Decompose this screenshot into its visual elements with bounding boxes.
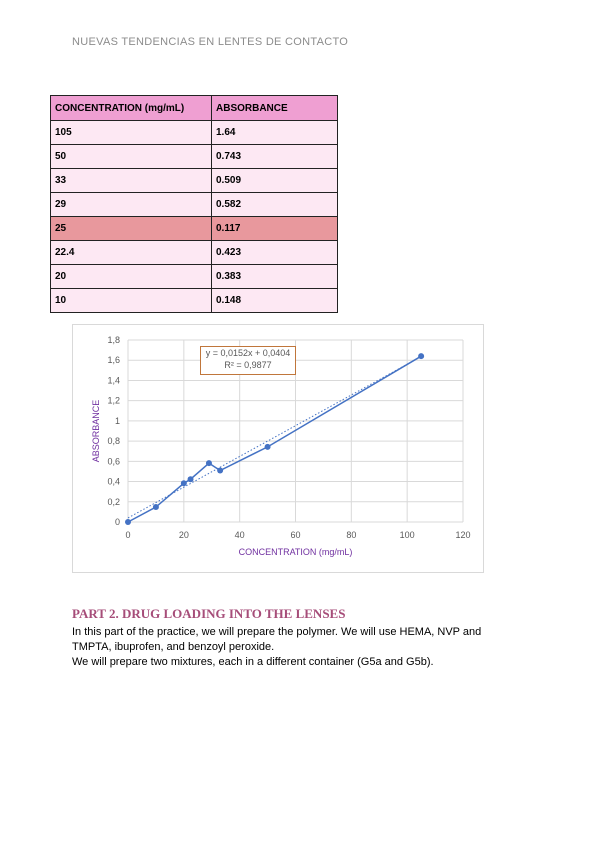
y-tick-label: 1,6 [107,355,120,366]
table-row [51,265,338,289]
table-row [51,145,338,169]
x-tick-label: 120 [455,530,471,540]
trendline-equation-box [200,346,296,375]
y-tick-label: 0 [114,517,120,527]
table-row [51,289,338,313]
paragraph: We will prepare two mixtures, each in a different container (G5a and G5b). [72,656,434,668]
cell-concentration: 20 [51,265,212,289]
x-tick-label: 80 [346,530,357,540]
x-axis-title: CONCENTRATION (mg/mL) [238,547,353,557]
paragraph: In this part of the practice, we will prepare the polymer. We will use HEMA, NVP and TMPTA, ibuprofen, and benzoyl peroxide. [72,626,482,653]
cell-concentration: 29 [51,193,212,217]
data-table [50,95,338,313]
cell-concentration: 10 [51,289,212,313]
data-point [188,476,194,482]
data-point [206,460,212,466]
data-point [418,353,424,359]
y-tick-label: 0,4 [107,476,120,487]
column-header-absorbance: ABSORBANCE [212,96,338,121]
table-row-highlighted [51,217,338,241]
data-point [125,519,131,525]
table-row [51,193,338,217]
data-point [153,504,159,510]
cell-concentration: 22.4 [51,241,212,265]
data-point [217,468,223,474]
table-row [51,241,338,265]
column-header-concentration: CONCENTRATION (mg/mL) [51,96,212,121]
x-tick-label: 0 [125,530,131,540]
y-tick-label: 1,4 [107,375,120,386]
cell-concentration: 25 [51,217,212,241]
cell-absorbance: 0.423 [212,241,338,265]
y-axis-title: ABSORBANCE [91,399,101,463]
x-tick-label: 40 [234,530,245,540]
x-tick-label: 60 [290,530,301,540]
cell-absorbance: 0.743 [212,145,338,169]
cell-absorbance: 0.383 [212,265,338,289]
section-title: PART 2. DRUG LOADING INTO THE LENSES [72,606,346,621]
section-body [72,625,512,670]
cell-absorbance: 1.64 [212,121,338,145]
cell-concentration: 105 [51,121,212,145]
cell-concentration: 33 [51,169,212,193]
data-point [265,444,271,450]
cell-absorbance: 0.509 [212,169,338,193]
x-tick-label: 100 [399,530,415,540]
y-tick-label: 0,8 [107,436,120,447]
page-header: NUEVAS TENDENCIAS EN LENTES DE CONTACTO [72,36,349,48]
y-tick-label: 0,6 [107,456,120,467]
table-row [51,169,338,193]
trendline-equation: y = 0,0152x + 0,0404 [205,348,291,358]
cell-concentration: 50 [51,145,212,169]
data-point [181,480,187,486]
r-squared-label: R² = 0,9877 [224,360,272,370]
table-row [51,121,338,145]
y-tick-label: 1,8 [107,335,120,345]
y-tick-label: 0,2 [107,496,120,507]
table-header-row [51,96,338,121]
y-tick-label: 1,2 [107,395,120,406]
y-tick-label: 1 [114,415,120,426]
x-tick-label: 20 [178,530,189,540]
calibration-chart [72,324,484,573]
cell-absorbance: 0.148 [212,289,338,313]
cell-absorbance: 0.582 [212,193,338,217]
cell-absorbance: 0.117 [212,217,338,241]
